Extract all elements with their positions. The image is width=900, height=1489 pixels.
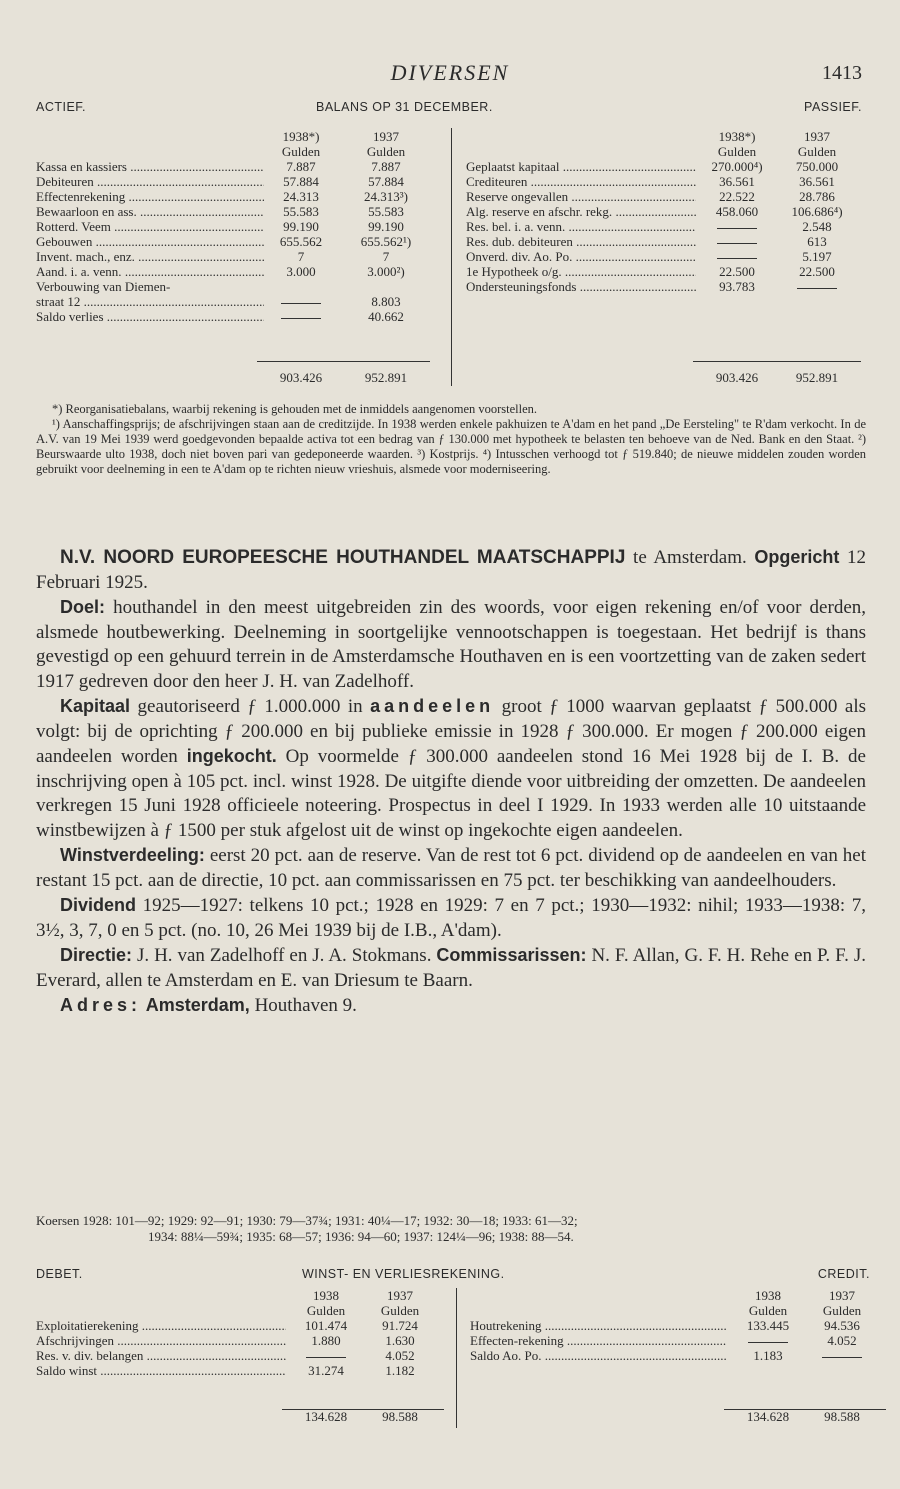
col-unit: Gulden	[366, 144, 406, 159]
row-label: Ondersteuningsfonds .....	[466, 279, 696, 294]
table-row	[36, 294, 448, 309]
table-row	[466, 159, 870, 174]
row-value-1937	[802, 1348, 882, 1363]
row-value-1938: 3.000	[286, 264, 316, 279]
col-year: 1938	[313, 1288, 339, 1303]
table-row	[466, 264, 870, 279]
nil-dash	[797, 288, 837, 289]
col-year-row	[466, 129, 870, 144]
total-value: 98.588	[382, 1409, 418, 1424]
total-value: 134.628	[746, 1409, 790, 1424]
table-row	[36, 249, 448, 264]
row-label: Rotterd. Veem .....	[36, 219, 264, 234]
row-value-1938: 22.500	[719, 264, 755, 279]
balance-right-title: PASSIEF.	[804, 100, 862, 114]
table-row	[36, 1348, 450, 1363]
row-label: Verbouwing van Diemen-	[36, 279, 171, 294]
dividend-paragraph: Dividend 1925—1927: telkens 10 pct.; 1928 en 1929: 7 en 7 pct.; 1930—1932: nihil; 1933—1938: 7, 3½, 3, 7, 0 en 5 pct. (no. 10, 26 Mei 1939 bij de I.B., A'dam).	[36, 895, 866, 941]
koersen-line-2: 1934: 88¼—59¾; 1935: 68—57; 1936: 94—60; 1937: 124¼—96; 1938: 88—54.	[148, 1229, 574, 1244]
row-label: Effecten-rekening .....	[470, 1333, 726, 1348]
col-unit-row	[36, 1303, 450, 1318]
company-name: N.V. NOORD EUROPEESCHE HOUTHANDEL MAATSCHAPPIJ	[60, 547, 626, 568]
balance-divider	[451, 128, 452, 386]
table-row	[36, 189, 448, 204]
total-row	[466, 370, 870, 385]
pl-divider	[456, 1288, 457, 1428]
nil-dash	[717, 258, 757, 259]
table-row	[466, 279, 870, 294]
row-value-1937: 106.686⁴)	[791, 204, 843, 219]
row-value-1938: 7.887	[286, 159, 316, 174]
table-row	[470, 1318, 872, 1333]
company-description	[36, 545, 866, 1019]
table-row	[466, 174, 870, 189]
pl-credit-table	[470, 1288, 872, 1424]
koersen-line-1: Koersen 1928: 101—92; 1929: 92—91; 1930: 79—37¾; 1931: 40¼—17; 1932: 30—18; 1933: 61—32;	[36, 1213, 578, 1228]
table-row	[36, 1333, 450, 1348]
row-value-1937: 99.190	[368, 219, 404, 234]
table-row	[36, 159, 448, 174]
col-unit-row	[36, 144, 448, 159]
page-header	[0, 60, 900, 88]
row-value-1938: 55.583	[283, 204, 319, 219]
winstverdeeling-paragraph: Winstverdeeling: eerst 20 pct. aan de reserve. Van de rest tot 6 pct. dividend op de aandeelen en van het restant 15 pct. aan de directie, 10 pct. aan commissarissen en 75 pct. ter beschikking van aandeelhouders.	[36, 845, 866, 891]
col-year: 1937	[829, 1288, 855, 1303]
row-value-1937: 1.630	[385, 1333, 415, 1348]
total-rule	[693, 361, 861, 362]
balance-passief-table	[466, 129, 870, 385]
table-row	[36, 1363, 450, 1378]
pl-left-title: DEBET.	[36, 1267, 83, 1281]
row-value-1937: 57.884	[368, 174, 404, 189]
row-value-1937: 655.562¹)	[360, 234, 412, 249]
table-row	[36, 279, 448, 294]
table-row	[466, 204, 870, 219]
row-value-1938: 133.445	[746, 1318, 790, 1333]
table-row	[466, 234, 870, 249]
row-label: Aand. i. a. venn. .....	[36, 264, 264, 279]
row-value-1938: 458.060	[715, 204, 759, 219]
table-row	[466, 249, 870, 264]
nil-dash	[717, 243, 757, 244]
row-value-1938: 99.190	[283, 219, 319, 234]
total-row	[470, 1409, 872, 1424]
dividend-label: Dividend	[60, 895, 137, 915]
pl-right-title: CREDIT.	[817, 1267, 870, 1281]
row-value-1937: 94.536	[824, 1318, 860, 1333]
total-row	[36, 1409, 450, 1424]
col-unit: Gulden	[717, 144, 757, 159]
table-row	[36, 1318, 450, 1333]
nil-dash	[281, 318, 321, 319]
total-value: 903.426	[715, 370, 759, 385]
row-label: Bewaarloon en ass. .....	[36, 204, 264, 219]
balance-left-title: ACTIEF.	[36, 100, 87, 114]
table-row	[466, 189, 870, 204]
table-row	[36, 219, 448, 234]
row-label: Afschrijvingen .....	[36, 1333, 286, 1348]
total-value: 903.426	[279, 370, 323, 385]
table-row	[36, 264, 448, 279]
row-value-1937: 8.803	[371, 294, 401, 309]
row-label: Effectenrekening .....	[36, 189, 264, 204]
row-value-1937: 5.197	[802, 249, 832, 264]
table-row	[36, 234, 448, 249]
row-value-1938: 31.274	[308, 1363, 344, 1378]
section-title: DIVERSEN	[390, 60, 510, 85]
row-label: Res. v. div. belangen .....	[36, 1348, 286, 1363]
row-value-1938: 36.561	[719, 174, 755, 189]
row-label: Houtrekening .....	[470, 1318, 726, 1333]
row-label: Geplaatst kapitaal .....	[466, 159, 696, 174]
total-value: 98.588	[824, 1409, 860, 1424]
row-label: Crediteuren .....	[466, 174, 696, 189]
col-year: 1937	[387, 1288, 413, 1303]
table-row	[36, 309, 448, 324]
footnote-numbered: ¹) Aanschaffingsprijs; de afschrijvingen staan aan de creditzijde. In 1938 werden enkele pakhuizen te A'dam en het pand „De Eersteling" te R'dam verkocht. In de A.V. van 19 Mei 1939 werd goedgevonden bepaalde activa tot een bedrag van ƒ 130.000 met hypotheek te belasten ten behoeve van de Ned. Bank en den Staat. ²) Beurswaarde ulto 1938, doch niet boven pari van gedeponeerde waarden. ³) Kostprijs. ⁴) Intusschen verhoogd tot ƒ 519.840; de nieuwe middelen zouden worden gebruikt voor deelneming in een te A'dam op te richten nieuw vrieshuis, alsmede voor moderniseering.	[36, 417, 866, 476]
row-label: Gebouwen .....	[36, 234, 264, 249]
row-label: Exploitatierekening .....	[36, 1318, 286, 1333]
pl-debet-table	[36, 1288, 450, 1424]
row-value-1937: 750.000	[795, 159, 839, 174]
balance-footnotes	[36, 402, 866, 477]
table-row	[36, 174, 448, 189]
row-value-1938: 57.884	[283, 174, 319, 189]
row-value-1937: 4.052	[385, 1348, 415, 1363]
row-value-1938: 7	[297, 249, 305, 264]
row-label: Saldo winst .....	[36, 1363, 286, 1378]
total-rule	[257, 361, 430, 362]
row-value-1938: 270.000⁴)	[711, 159, 763, 174]
row-value-1937: 7	[382, 249, 390, 264]
row-label: Debiteuren .....	[36, 174, 264, 189]
nil-dash	[281, 303, 321, 304]
row-label: Reserve ongevallen .....	[466, 189, 696, 204]
col-year: 1938*)	[718, 129, 756, 144]
kapitaal-label: Kapitaal	[60, 696, 131, 716]
row-label: straat 12 .....	[36, 294, 264, 309]
row-value-1937: 40.662	[368, 309, 404, 324]
col-unit: Gulden	[281, 144, 321, 159]
opgericht-label: Opgericht	[754, 547, 840, 567]
col-year: 1938	[755, 1288, 781, 1303]
footnote-star: *) Reorganisatiebalans, waarbij rekening is gehouden met de inmiddels aangenomen voorstellen.	[52, 402, 538, 416]
row-value-1938	[261, 309, 341, 324]
table-row	[36, 204, 448, 219]
row-label: Saldo verlies .....	[36, 309, 264, 324]
row-label: Alg. reserve en afschr. rekg. .....	[466, 204, 696, 219]
pl-title: WINST- EN VERLIESREKENING.	[302, 1267, 505, 1281]
directie-label: Directie:	[60, 945, 133, 965]
balance-actief-table	[36, 129, 448, 385]
adres-label: Adres:	[60, 995, 142, 1015]
table-row	[470, 1333, 872, 1348]
row-value-1937	[777, 279, 857, 294]
nil-dash	[822, 1357, 862, 1358]
row-value-1938: 24.313	[283, 189, 319, 204]
row-value-1938	[697, 219, 777, 234]
row-label: Invent. mach., enz. .....	[36, 249, 264, 264]
row-value-1938	[728, 1333, 808, 1348]
winstverdeeling-label: Winstverdeeling:	[60, 845, 205, 865]
row-value-1937: 1.182	[385, 1363, 415, 1378]
row-value-1937: 28.786	[799, 189, 835, 204]
row-value-1938: 1.183	[753, 1348, 783, 1363]
row-value-1937: 7.887	[371, 159, 401, 174]
commissarissen-label: Commissarissen:	[436, 945, 587, 965]
col-unit-row	[470, 1303, 872, 1318]
col-year-row	[470, 1288, 872, 1303]
row-label: Kassa en kassiers .....	[36, 159, 264, 174]
table-row	[466, 219, 870, 234]
row-label: 1e Hypotheek o/g. .....	[466, 264, 696, 279]
row-value-1938	[286, 1348, 366, 1363]
row-value-1937: 55.583	[368, 204, 404, 219]
page-number: 1413	[822, 62, 862, 84]
nil-dash	[717, 228, 757, 229]
adres-paragraph: Adres: Amsterdam, Houthaven 9.	[60, 995, 357, 1016]
total-value: 952.891	[795, 370, 839, 385]
row-value-1937: 2.548	[802, 219, 832, 234]
row-value-1937: 3.000²)	[367, 264, 405, 279]
col-unit: Gulden	[797, 144, 837, 159]
nil-dash	[306, 1357, 346, 1358]
row-value-1937: 22.500	[799, 264, 835, 279]
row-value-1937: 613	[807, 234, 827, 249]
row-value-1937: 36.561	[799, 174, 835, 189]
company-heading-paragraph: N.V. NOORD EUROPEESCHE HOUTHANDEL MAATSCHAPPIJ te Amsterdam. Opgericht 12 Februari 1925.	[36, 547, 867, 593]
row-label: Saldo Ao. Po. .....	[470, 1348, 726, 1363]
row-value-1938: 1.880	[311, 1333, 341, 1348]
doel-paragraph: Doel: houthandel in den meest uitgebreiden zin des woords, voor eigen rekening en/of voor derden, alsmede houtbewerking. Deelneming in soortgelijke vennootschappen is toegestaan. Het bedrijf is thans gevestigd op een gehuurd terrein in de Amsterdamsche Houthaven en is een voortzetting van de zaken sedert 1917 gedreven door den heer J. H. van Zadelhoff.	[36, 597, 866, 692]
col-year-row	[36, 1288, 450, 1303]
col-unit: Gulden	[748, 1303, 788, 1318]
col-year: 1937	[373, 129, 399, 144]
directie-paragraph: Directie: J. H. van Zadelhoff en J. A. Stokmans. Commissarissen: N. F. Allan, G. F. H. Rehe en P. F. J. Everard, allen te Amsterdam en E. van Driesum te Baarn.	[36, 945, 867, 991]
col-unit: Gulden	[380, 1303, 420, 1318]
balance-title: BALANS OP 31 DECEMBER.	[316, 100, 493, 114]
row-value-1938: 101.474	[304, 1318, 348, 1333]
col-year: 1938*)	[282, 129, 320, 144]
row-value-1938: 22.522	[719, 189, 755, 204]
col-unit: Gulden	[822, 1303, 862, 1318]
nil-dash	[748, 1342, 788, 1343]
koersen-block	[36, 1213, 870, 1245]
table-row	[470, 1348, 872, 1363]
row-label: Res. dub. debiteuren .....	[466, 234, 696, 249]
col-unit: Gulden	[306, 1303, 346, 1318]
row-value-1938	[697, 234, 777, 249]
row-value-1938: 655.562	[279, 234, 323, 249]
row-value-1937: 24.313³)	[364, 189, 408, 204]
kapitaal-paragraph: Kapitaal geautoriseerd ƒ 1.000.000 in aandeelen groot ƒ 1000 waarvan geplaatst ƒ 500.000 als volgt: bij de oprichting ƒ 200.000 en bij publieke emissie in 1928 ƒ 300.000. Er mogen ƒ 200.000 eigen aandeelen worden ingekocht. Op voormelde ƒ 300.000 aandeelen stond 16 Mei 1928 bij de I. B. de inschrijving open à 105 pct. incl. winst 1928. De uitgifte diende voor uitbreiding der omzetten. De aandeelen verkregen 15 Juni 1928 officieele noteering. Prospectus in deel I 1929. In 1933 werden alle 10 uitstaande winstbewijzen à ƒ 1500 per stuk afgelost uit de winst op ingekochte eigen aandeelen.	[36, 696, 866, 841]
row-value-1937: 4.052	[827, 1333, 857, 1348]
doel-label: Doel:	[60, 597, 105, 617]
row-label: Res. bel. i. a. venn. .....	[466, 219, 696, 234]
row-value-1938	[261, 294, 341, 309]
total-value: 952.891	[364, 370, 408, 385]
row-label: Onverd. div. Ao. Po. .....	[466, 249, 696, 264]
col-unit-row	[466, 144, 870, 159]
col-year-row	[36, 129, 448, 144]
row-value-1938: 93.783	[719, 279, 755, 294]
total-value: 134.628	[304, 1409, 348, 1424]
col-year: 1937	[804, 129, 830, 144]
total-row	[36, 370, 448, 385]
row-value-1937: 91.724	[382, 1318, 418, 1333]
row-value-1938	[697, 249, 777, 264]
